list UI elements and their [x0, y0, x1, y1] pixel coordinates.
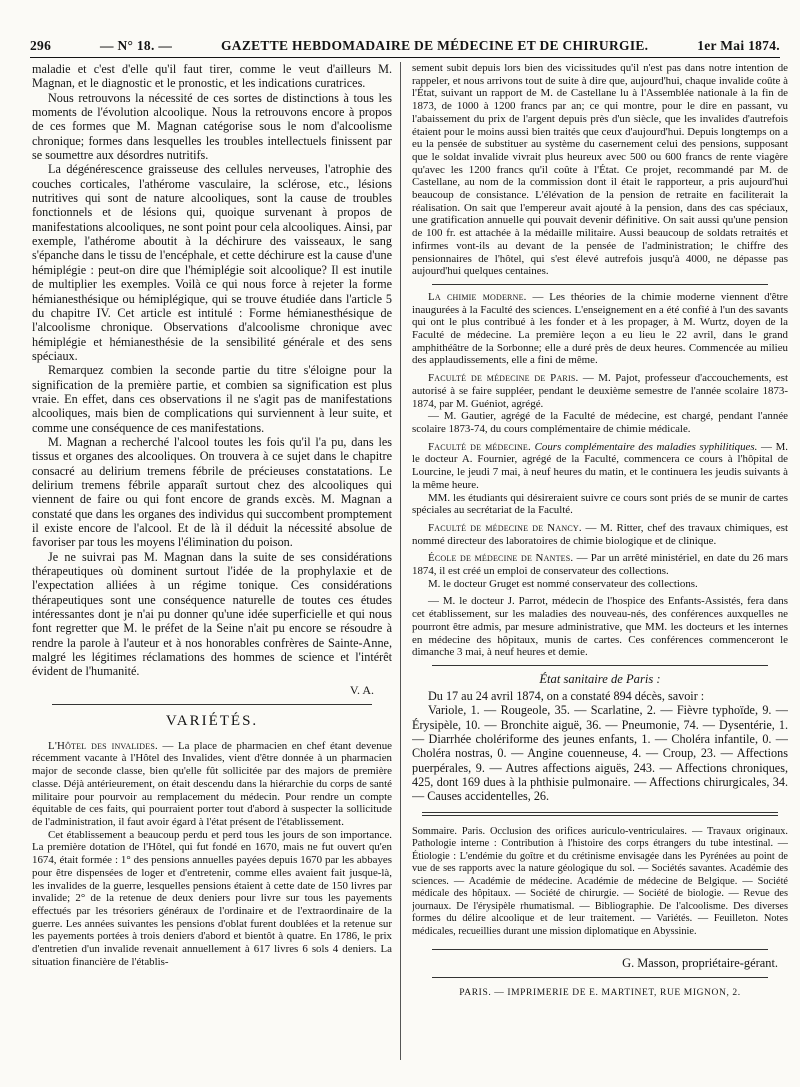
- paris-paragraph-2: — M. Gautier, agrégé de la Faculté de médecine, est chargé, pendant l'année scolaire 1873-74, du cours complémentaire de chimie médicale.: [412, 410, 788, 435]
- chimie-text: — Les théories de la chimie moderne viennent d'être inaugurées à la Faculté des sciences. L'enseignement en a été confié à l'un des savants qui ont le plus contribué à les fonder et à les propager, à M. Wurtz, doyen de la Faculté de médecine. La première leçon a eu lieu le 22 avril, dans le grand amphithéâtre de la Sorbonne; elle a duré près de deux heures. Commencée au milieu des applaudissements, elle a fini de même.: [412, 290, 788, 367]
- left-paragraph-2: Nous retrouvons la nécessité de ces sortes de distinctions à tous les moments de l'évolution alcoolique. Nous la retrouvons encore à propos de ces formes que M. Magnan catégorise sous le nom d'alcoolisme chronique; formes dans lesquelles les troubles intellectuels finissent par se soumettre aux désordres nutritifs.: [32, 90, 392, 163]
- divider: [432, 977, 768, 978]
- left-paragraph-6: Je ne suivrai pas M. Magnan dans la suite de ses considérations thérapeutiques où dominent surtout l'idée de la prophylaxie et de l'expectation alliées à un régime tonique. Ces considérations thérapeutiques sont une conséquence naturelle de toutes ces études intéressantes dont je n'ai pu donner qu'une idée superficielle et qui nous font regretter que M. le préfet de la Seine n'ait pu encore se résoudre à rendre la parole à l'auteur et à nos honorables confrères de Sainte-Anne, malgré les légitimes réclamations des hommes de science et l'intérêt évident de l'humanité.: [32, 549, 392, 679]
- page-number: 296: [30, 38, 52, 53]
- nancy-paragraph: [412, 522, 788, 547]
- left-paragraph-5: M. Magnan a recherché l'alcool toutes les fois qu'il l'a pu, dans les tissus et organes des alcooliques. On trouvera à ce sujet dans le chapitre consacré au delirium tremens fébrile de précieuses constatations. Le delirium tremens fébrile apparaît surtout chez des alcooliques qui viennent de faire ou qui font encore de grands excès. M. Magnan a constaté que dans les organes des individus qui succombent promptement il existe encore de l'alcool. Et de là il déduit la nécessité absolue de favoriser par tous les moyens l'élimination du poison.: [32, 434, 392, 550]
- sanitaire-intro: Du 17 au 24 avril 1874, on a constaté 894 décès, savoir :: [428, 688, 705, 703]
- parrot-paragraph: — M. le docteur J. Parrot, médecin de l'hospice des Enfants-Assistés, fera dans cet établissement, sur les maladies des nouveau-nés, des conférences auxquelles ne pourront être admis, par mesure administrative, que MM. les docteurs et les internes en médecine des hôpitaux, munis de cartes. Ces conférences commenceront le dimanche 3 mai, à neuf heures et demie.: [412, 595, 788, 659]
- invalides-text: — La place de pharmacien en chef étant devenue récemment vacante à l'Hôtel des Invalides, vient d'être donnée à un pharmacien major de seconde classe, bien qu'elle fût sollicitée par des majors de première classe. Déjà antérieurement, on était descendu dans la hiérarchie du corps de santé militaire pour pourvoir au remplacement du médecin. Pour rendre un compte équitable de ces faits, qui pourraient porter tout d'abord à suspecter la sollicitude de l'administration, il faut avoir égard à l'état présent de l'établissement.: [32, 739, 392, 828]
- double-divider: [422, 812, 778, 816]
- invalides-continuation: sement subit depuis lors bien des vicissitudes qu'il n'est pas dans notre intention de rappeler, et nous arrivons tout de suite à dire que, aujourd'hui, chaque invalide coûte à l'État, suivant un rapport de M. de Castellane lu à l'Assemblée nationale à la fin de 1873, de 1000 à 1200 francs par an; ce qui montre, pour le dire en passant, vu l'abaissement du prix de l'argent depuis près d'un siècle, que les invalides d'autrefois étaient pour le moins aussi bien traités que ceux d'aujourd'hui. Depuis longtemps on a eu la pensée de substituer au système du casernement celui des pensions, supposant que le soldat invalide vivrait plus heureux avec 500 ou 600 francs de rente viagère qu'avec les 1200 francs qu'il coûte à l'État. Ce projet, recommandé par M. de Castellane, au nom de la commission dont il était le rapporteur, a pris aujourd'hui beaucoup de consistance. L'élévation de la pension de retraite en faciliterait la réalisation. On sait que l'empereur avait ajouté à la pension, dans des cas spéciaux, une gratification annuelle qui pouvait devenir définitive. On sait aussi qu'une pension de 100 fr. est attachée à la médaille militaire. Aussi beaucoup de soldats retraités et infirmes vont-ils au devant de la pensée de l'administration; le chiffre des pensionnaires de l'hôtel, qui s'est élevé autrefois jusqu'à 4000, ne dépasse pas aujourd'hui quelques centaines.: [412, 62, 788, 278]
- left-paragraph-4: Remarquez combien la seconde partie du titre s'éloigne pour la signification de la première partie, et combien sa signification est plus vraie. En effet, dans ces observations il ne s'agit pas de manifestations alcooliques, mais bien de complications qui surviennent à leur suite, et comme une conséquence de ces manifestations.: [32, 363, 392, 435]
- nantes-text: — Par un arrêté ministériel, en date du 26 mars 1874, il est créé un emploi de conservateur des collections.: [412, 552, 788, 578]
- author-initials: V. A.: [349, 682, 374, 697]
- nancy-label: Faculté de médecine de Nancy.: [428, 521, 582, 534]
- cours-paragraph: [412, 441, 788, 492]
- invalides-paragraph-2: Cet établissement a beaucoup perdu et perd tous les jours de son importance. La première dotation de l'Hôtel, qui fut fondé en 1670, mais ne fut ouvert qu'en 1674, était formée : 1° des pensions annuelles payées depuis 1670 par les abbayes pour être dispensées de loger et d'entretenir, comme elles avaient fait jusque-là, les invalides de la guerre, lesquelles pensions étaient à cette date de 150 livres par invalide; 2° de la retenue de deux deniers pour livre sur tous les payements effectués par les trésoriers généraux de l'ordinaire et de l'extraordinaire de la guerre. Les années suivantes les pensions d'oblat furent doublées et la retenue sur les payements portées à trois deniers d'abord et bientôt à quatre. En 1786, le prix d'entretien d'un invalide revenait annuellement à 617 livres 6 sols 4 deniers. La situation financière de l'établis-: [32, 828, 392, 968]
- issue-number: — N° 18. —: [99, 38, 173, 53]
- paris-paragraph: [412, 372, 788, 410]
- invalides-paragraph: [32, 740, 392, 829]
- cours-paragraph-2: MM. les étudiants qui désireraient suivre ce cours sont priés de se munir de cartes spéciales au secrétariat de la Faculté.: [412, 491, 788, 517]
- sommaire: Sommaire. Paris. Occlusion des orifices auriculo-ventriculaires. — Travaux originaux. Pathologie interne : Contribution à l'histoire des corps étrangers du tube intestinal. — Étiologie : L'endémie du goître et du crétinisme envisagée dans les Pyrénées au point de vue de ses rapports avec la nature géologique du sol. — Sociétés savantes. Académie des sciences. — Académie de médecine. Académie de médecine de Belgique. — Société médicale des hôpitaux. — Société de chirurgie. — Société de biologie. — Revue des journaux. De l'érysipèle rhumatismal. — Bibliographie. De l'alcoolisme. Des diverses formes du délire alcoolique et de leur traitement. — Variétés. — Feuilleton. Notes médicales, recueillies durant une mission diplomatique en Abyssinie.: [412, 825, 788, 937]
- column-divider: [400, 62, 401, 1060]
- page-header: [30, 30, 780, 58]
- printer-imprint: PARIS. — IMPRIMERIE DE E. MARTINET, RUE MIGNON, 2.: [459, 987, 741, 998]
- divider: [432, 949, 768, 950]
- chimie-paragraph: [412, 291, 788, 367]
- journal-title: GAZETTE HEBDOMADAIRE DE MÉDECINE ET DE CHIRURGIE.: [220, 38, 649, 53]
- invalides-label: L'Hôtel des invalides.: [48, 739, 158, 752]
- nantes-paragraph: [412, 552, 788, 577]
- chimie-label: La chimie moderne.: [428, 290, 527, 303]
- nantes-paragraph-2: M. le docteur Gruget est nommé conservateur des collections.: [428, 577, 698, 590]
- divider: [432, 665, 768, 666]
- cours-label: Faculté de médecine.: [428, 440, 531, 453]
- left-paragraph-1: maladie et c'est d'elle qu'il faut tirer, comme le veut d'ailleurs M. Magnan, et le diagnostic et le pronostic, et les indications curatrices.: [32, 62, 392, 91]
- cours-title: Cours complémentaire des maladies syphilitiques.: [530, 440, 758, 453]
- paris-text: — M. Pajot, professeur d'accouchements, est autorisé à se faire suppléer, pendant le deuxième semestre de l'année scolaire 1873-1874, par M. Guéniot, agrégé.: [412, 372, 788, 410]
- publisher-signature: G. Masson, propriétaire-gérant.: [622, 955, 778, 970]
- nancy-text: — M. Ritter, chef des travaux chimiques, est nommé directeur des laboratoires de chimie biologique et de clinique.: [412, 521, 788, 547]
- cours-text: — M. le docteur A. Fournier, agrégé de la Faculté, commencera ce cours à l'hôpital de Lourcine, le jeudi 7 mai, à neuf heures du matin, et le continuera les jeudis suivants à la même heure.: [412, 440, 788, 491]
- divider: [432, 284, 768, 285]
- varietes-heading: VARIÉTÉS.: [165, 712, 259, 729]
- right-column: [412, 62, 788, 1062]
- sanitaire-heading: État sanitaire de Paris :: [539, 671, 661, 686]
- left-paragraph-3: La dégénérescence graisseuse des cellules nerveuses, l'atrophie des couches corticales, l'athérome vasculaire, la sclérose, etc., lésions nutritives qui sont de nature alcooliques, sont la cause de troubles fonctionnels et de lésions qui, quoique survenant à propos de manifestations alcooliques, ne sont point pour cela alcooliques. Ainsi, par exemple, l'athérome aboutit à la déchirure des vaisseaux, le sang s'épanche dans le tissu de l'encéphale, et cette déchirure est la cause d'une hémiplégie : peut-on dire que l'hémiplégie soit alcoolique? Il est inutile de multiplier les exemples. Voilà ce qui nous force à rejeter la forme hémianesthésique ou hémiplégique, qui se trouve étudiée dans l'article 5 du chapitre IV. Cet article est intitulé : Forme hémianesthésique de l'alcoolisme chronique. Observations d'alcoolisme chronique avec hémiplégie et hémianesthésie de la sensibilité générale et des sens spéciaux.: [32, 162, 392, 363]
- paris-label: Faculté de médecine de Paris.: [428, 372, 579, 385]
- issue-date: 1er Mai 1874.: [697, 38, 780, 53]
- nantes-label: École de médecine de Nantes.: [428, 552, 574, 565]
- left-column: [32, 62, 392, 1062]
- sanitaire-list: Variole, 1. — Rougeole, 35. — Scarlatine, 2. — Fièvre typhoïde, 9. — Érysipèle, 10. — Bronchite aiguë, 36. — Pneumonie, 74. — Dysentérie, 1. — Diarrhée cholériforme des jeunes enfants, 1. — Choléra infantile, 0. — Choléra nostras, 0. — Angine couenneuse, 4. — Croup, 23. — Affections puerpérales, 9. — Autres affections aiguës, 243. — Affections chroniques, 425, dont 169 dues à la phthisie pulmonaire. — Affections chirurgicales, 34. — Causes accidentelles, 26.: [412, 703, 788, 804]
- divider: [52, 704, 372, 705]
